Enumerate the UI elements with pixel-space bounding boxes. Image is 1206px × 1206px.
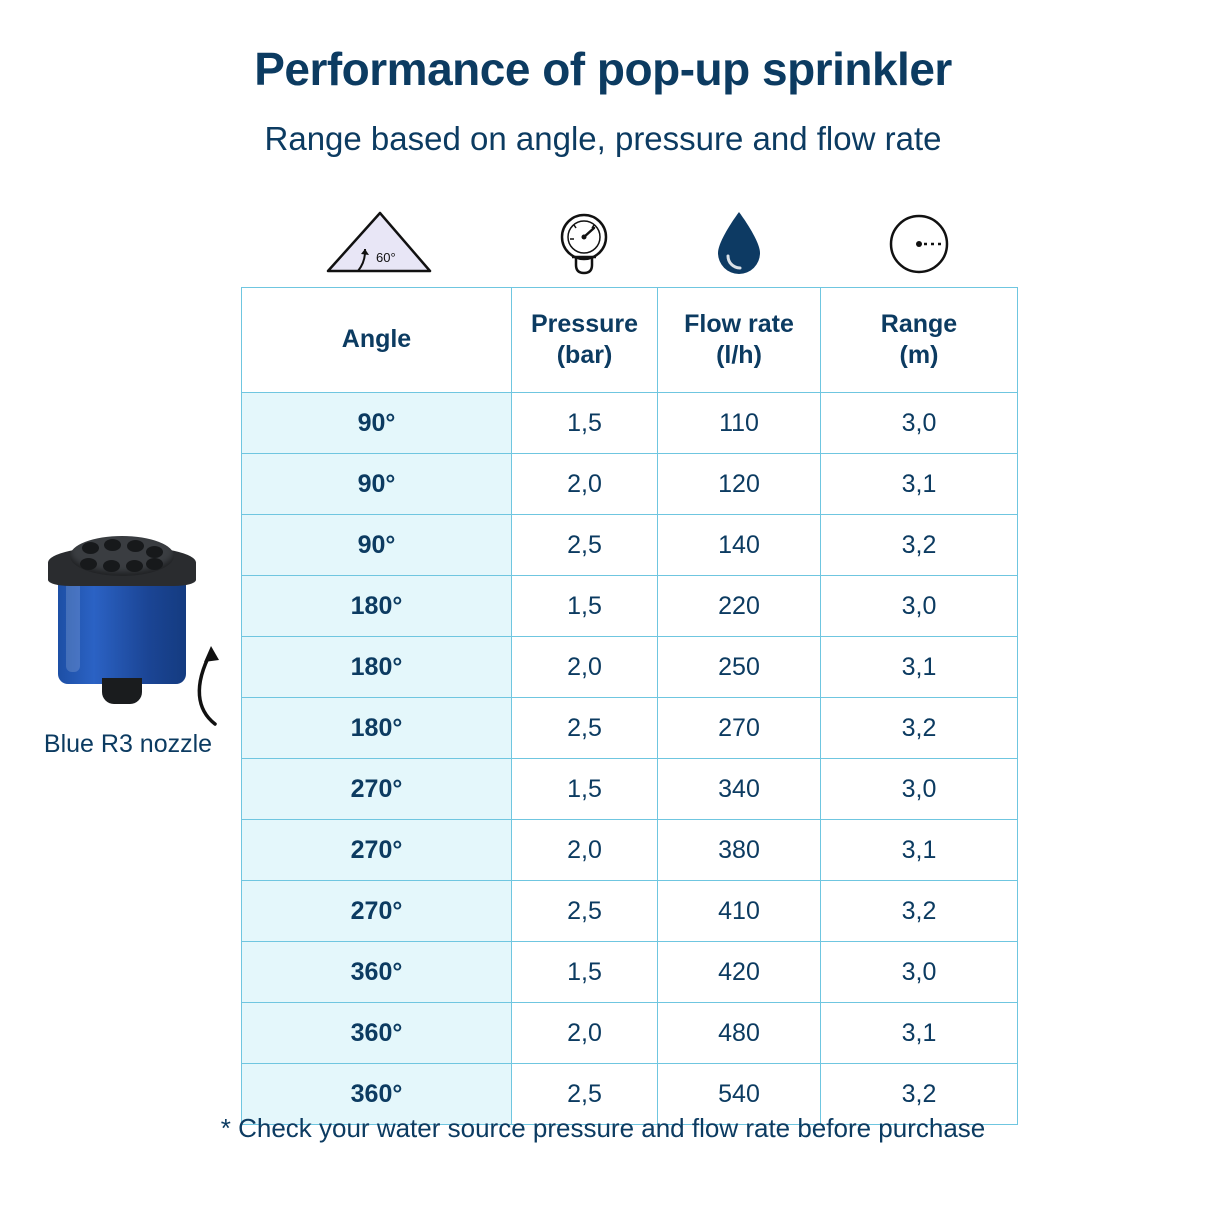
table-row <box>242 942 1018 1003</box>
cell-pressure: 2,0 <box>512 454 658 515</box>
table-row <box>242 698 1018 759</box>
table-row <box>242 820 1018 881</box>
product-nozzle-top <box>70 536 174 576</box>
nozzle-hole <box>80 558 97 570</box>
cell-angle: 360° <box>242 1003 512 1064</box>
header-range-label: Range <box>880 309 958 338</box>
cell-angle: 90° <box>242 515 512 576</box>
cell-angle: 180° <box>242 698 512 759</box>
table-row <box>242 637 1018 698</box>
cell-pressure: 1,5 <box>512 942 658 1003</box>
header-range-unit: (m) <box>899 341 939 369</box>
pressure-gauge-icon <box>511 205 657 283</box>
cell-range: 3,0 <box>821 942 1018 1003</box>
cell-flow: 120 <box>658 454 821 515</box>
table-row <box>242 393 1018 454</box>
table-row <box>242 1003 1018 1064</box>
nozzle-hole <box>146 546 163 558</box>
cell-range: 3,0 <box>821 576 1018 637</box>
cell-range: 3,0 <box>821 759 1018 820</box>
page-title: Performance of pop-up sprinkler <box>254 43 952 95</box>
cell-range: 3,1 <box>821 637 1018 698</box>
cell-pressure: 2,0 <box>512 820 658 881</box>
cell-flow: 340 <box>658 759 821 820</box>
cell-flow: 110 <box>658 393 821 454</box>
product-stem <box>102 678 142 704</box>
cell-pressure: 2,0 <box>512 1003 658 1064</box>
product-image <box>48 528 208 718</box>
header-pressure-unit: (bar) <box>556 341 613 369</box>
cell-range: 3,2 <box>821 881 1018 942</box>
nozzle-hole <box>104 539 121 551</box>
cell-pressure: 2,0 <box>512 637 658 698</box>
performance-table <box>241 287 1018 1125</box>
cell-angle: 270° <box>242 759 512 820</box>
cell-angle: 270° <box>242 820 512 881</box>
header-pressure <box>512 288 658 393</box>
table-row <box>242 454 1018 515</box>
range-circle-icon <box>820 205 1017 283</box>
cell-range: 3,1 <box>821 820 1018 881</box>
nozzle-hole <box>126 560 143 572</box>
nozzle-hole <box>127 540 144 552</box>
product-caption: Blue R3 nozzle <box>43 730 213 758</box>
cell-range: 3,2 <box>821 698 1018 759</box>
cell-pressure: 1,5 <box>512 576 658 637</box>
header-pressure-label: Pressure <box>530 309 639 338</box>
nozzle-hole <box>146 558 163 570</box>
cell-flow: 540 <box>658 1064 821 1125</box>
angle-icon <box>241 205 511 283</box>
cell-pressure: 2,5 <box>512 1064 658 1125</box>
cell-pressure: 1,5 <box>512 393 658 454</box>
footnote: * Check your water source pressure and flow rate before purchase <box>220 1113 986 1143</box>
table-row <box>242 881 1018 942</box>
table-row <box>242 759 1018 820</box>
cell-range: 3,1 <box>821 454 1018 515</box>
header-flow-rate-unit: (l/h) <box>716 341 762 369</box>
cell-range: 3,0 <box>821 393 1018 454</box>
header-angle <box>242 288 512 393</box>
cell-flow: 250 <box>658 637 821 698</box>
cell-flow: 480 <box>658 1003 821 1064</box>
cell-flow: 380 <box>658 820 821 881</box>
cell-range: 3,1 <box>821 1003 1018 1064</box>
table-row <box>242 515 1018 576</box>
page-subtitle: Range based on angle, pressure and flow rate <box>264 120 942 157</box>
header-range <box>821 288 1018 393</box>
performance-table-wrapper <box>241 287 1017 1125</box>
header-angle-label: Angle <box>341 325 412 354</box>
cell-angle: 270° <box>242 881 512 942</box>
cell-pressure: 2,5 <box>512 515 658 576</box>
header-flow-rate <box>658 288 821 393</box>
cell-angle: 180° <box>242 576 512 637</box>
cell-flow: 410 <box>658 881 821 942</box>
icon-row <box>241 205 1017 283</box>
cell-angle: 90° <box>242 454 512 515</box>
cell-pressure: 2,5 <box>512 881 658 942</box>
nozzle-hole <box>82 542 99 554</box>
table-row <box>242 576 1018 637</box>
cell-flow: 270 <box>658 698 821 759</box>
pointer-arrow-icon <box>185 590 245 730</box>
cell-flow: 420 <box>658 942 821 1003</box>
svg-text:60°: 60° <box>376 250 396 265</box>
cell-flow: 220 <box>658 576 821 637</box>
cell-angle: 180° <box>242 637 512 698</box>
table-header-row <box>242 288 1018 393</box>
cell-angle: 360° <box>242 1064 512 1125</box>
cell-pressure: 2,5 <box>512 698 658 759</box>
nozzle-hole <box>103 560 120 572</box>
cell-range: 3,2 <box>821 515 1018 576</box>
cell-flow: 140 <box>658 515 821 576</box>
cell-angle: 90° <box>242 393 512 454</box>
cell-range: 3,2 <box>821 1064 1018 1125</box>
cell-pressure: 1,5 <box>512 759 658 820</box>
cell-angle: 360° <box>242 942 512 1003</box>
water-drop-icon <box>657 205 820 283</box>
header-flow-rate-label: Flow rate <box>684 309 794 338</box>
